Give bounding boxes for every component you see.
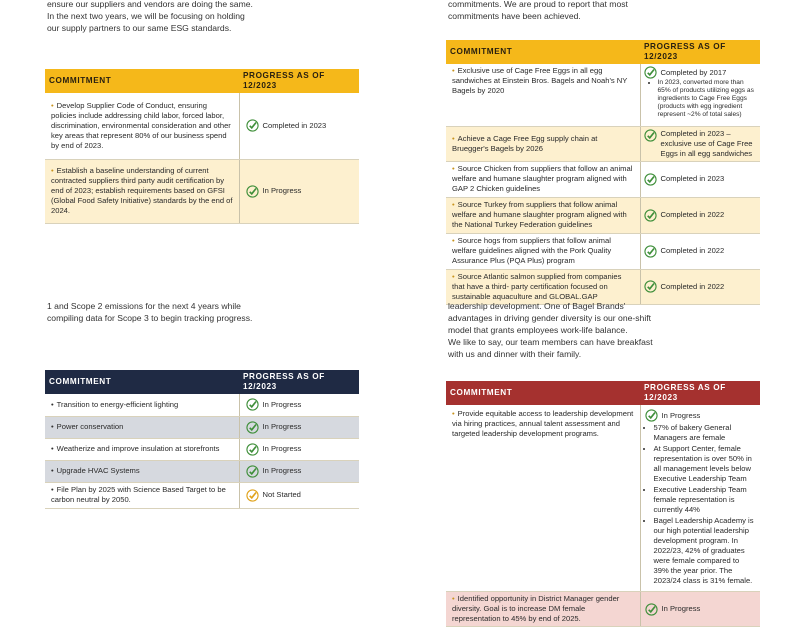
text-line: commitments have been achieved.	[448, 11, 581, 21]
commitment-cell	[45, 438, 239, 460]
bullet-icon: •	[51, 100, 54, 110]
commitment-cell	[446, 126, 640, 161]
text-line: compiling data for Scope 3 to begin tracking progress.	[47, 313, 253, 323]
commitment-cell	[45, 394, 239, 416]
bullet-icon: •	[452, 66, 455, 75]
progress-cell	[640, 64, 760, 126]
commitment-cell	[446, 233, 640, 269]
commitment-cell	[45, 482, 239, 508]
bullet-icon: •	[51, 399, 54, 409]
check-circle-icon	[644, 129, 657, 142]
emissions-text	[47, 300, 347, 324]
commitment-text: Achieve a Cage Free Egg supply chain at Bruegger's Bagels by 2026	[452, 133, 598, 153]
commitment-text: Establish a baseline understanding of current contracted suppliers third party audit certification by end of 2023; establish requirements based on GFSI (Global Food Safety Initiative) standards by the end of 2024.	[51, 166, 233, 215]
progress-cell	[640, 269, 760, 304]
detail-item: • Executive Leadership Team female representation is currently 44%	[654, 485, 757, 515]
progress-text: In Progress	[262, 422, 302, 431]
commitment-cell	[45, 416, 239, 438]
table-row	[45, 482, 359, 508]
table-row	[446, 269, 760, 304]
commitment-text: Transition to energy-efficient lighting	[56, 399, 179, 409]
progress-text: Completed in 2022	[660, 281, 725, 291]
bullet-icon: •	[51, 422, 54, 431]
animal-welfare-table	[446, 40, 760, 305]
commitment-text: Exclusive use of Cage Free Eggs in all egg sandwiches at Einstein Bros. Bagels and Noah's NY Bagels by 2020	[452, 66, 628, 95]
bullet-icon: •	[452, 164, 455, 173]
commitment-cell	[45, 93, 239, 159]
commitment-header: COMMITMENT	[45, 69, 239, 93]
progress-header: PROGRESS AS OF 12/2023	[640, 40, 760, 64]
commitment-text: Upgrade HVAC Systems	[56, 466, 140, 475]
progress-cell	[640, 161, 760, 197]
table-row	[45, 460, 359, 482]
progress-cell	[239, 438, 359, 460]
progress-cell	[239, 416, 359, 438]
progress-cell	[239, 460, 359, 482]
check-circle-icon	[246, 421, 259, 434]
progress-text: Completed in 2023	[262, 120, 327, 130]
progress-text: In Progress	[262, 399, 302, 409]
progress-cell	[640, 233, 760, 269]
progress-cell	[239, 93, 359, 159]
commitment-cell	[446, 64, 640, 126]
check-circle-icon	[246, 119, 259, 132]
commitment-text: Source hogs from suppliers that follow animal welfare guidelines aligned with the Pork Quality Assurance Plus (PQA Plus) program	[452, 236, 612, 265]
bullet-icon: •	[452, 271, 455, 281]
table-header-row	[45, 69, 359, 93]
table-row	[45, 93, 359, 159]
progress-text: Not Started	[262, 490, 301, 499]
table-row	[446, 233, 760, 269]
detail-item: • At Support Center, female representation is over 50% in all management levels below Executive Leadership Team	[654, 444, 757, 484]
detail-item: • In 2023, converted more than 65% of products utilizing eggs as ingredients to Cage Free Eggs (products with egg ingredient represent ~2% of total sales)	[658, 79, 758, 119]
commitment-text: Source Chicken from suppliers that follow an animal welfare and humane slaughter program aligned with GAP 2 Chicken guidelines	[452, 164, 633, 193]
commitment-cell	[446, 269, 640, 304]
bullet-icon: •	[51, 166, 54, 175]
commitment-cell	[446, 405, 640, 592]
progress-text: In Progress	[661, 604, 701, 613]
check-circle-amber-icon	[246, 489, 259, 502]
commitment-cell	[45, 460, 239, 482]
text-line: our supply partners to our same ESG standards.	[47, 23, 232, 33]
text-line: with us and dinner with their family.	[448, 349, 582, 359]
commitment-cell	[45, 159, 239, 223]
check-circle-icon	[246, 185, 259, 198]
progress-cell	[640, 126, 760, 161]
text-line: commitments. We are proud to report that most	[448, 0, 628, 9]
bullet-icon: •	[51, 466, 54, 475]
commitment-cell	[446, 161, 640, 197]
progress-text: Completed in 2022	[660, 246, 725, 255]
bullet-icon: •	[452, 594, 455, 603]
commitment-text: Source Turkey from suppliers that follow animal welfare and humane slaughter program aligned with the National Turkey Federation guidelines	[452, 200, 627, 229]
commitment-text: Source Atlantic salmon supplied from companies that have a third- party certification focused on sustainable aquaculture and GLOBAL.GAP	[452, 271, 622, 301]
text-line: In the next two years, we will be focusing on holding	[47, 11, 245, 21]
progress-cell	[640, 405, 760, 592]
commitment-cell	[446, 592, 640, 627]
supplier-commitment-table	[45, 69, 359, 224]
progress-header: PROGRESS AS OF 12/2023	[239, 370, 359, 394]
progress-header: PROGRESS AS OF 12/2023	[239, 69, 359, 93]
table-row	[45, 416, 359, 438]
progress-cell	[239, 482, 359, 508]
intro-text-right	[448, 0, 748, 22]
check-circle-icon	[644, 173, 657, 186]
progress-text: Completed in 2023	[660, 174, 725, 183]
commitment-text: Develop Supplier Code of Conduct, ensuring policies include addressing child labor, forced labor, discrimination, environmental consideration and other key areas that represent 80% of our business spend by end of 2023.	[51, 100, 231, 150]
text-line: advantages in driving gender diversity is our one-shift	[448, 313, 652, 323]
table-row	[446, 197, 760, 233]
check-circle-icon	[246, 398, 259, 411]
table-row	[45, 438, 359, 460]
bullet-icon: •	[51, 444, 54, 453]
commitment-header: COMMITMENT	[446, 381, 640, 405]
progress-details	[644, 79, 758, 119]
text-line: We like to say, our team members can have breakfast	[448, 337, 653, 347]
table-row	[45, 159, 359, 223]
commitment-text: Weatherize and improve insulation at storefronts	[56, 444, 220, 453]
bullet-icon: •	[452, 409, 455, 418]
check-circle-icon	[644, 280, 657, 293]
check-circle-icon	[644, 245, 657, 258]
bullet-icon: •	[51, 485, 54, 494]
check-circle-icon	[645, 603, 658, 616]
check-circle-icon	[644, 209, 657, 222]
intro-text-left	[47, 0, 327, 34]
progress-cell	[239, 394, 359, 416]
bullet-icon: •	[452, 200, 455, 209]
table-row	[446, 592, 760, 627]
table-header-row	[446, 40, 760, 64]
detail-item: • 57% of bakery General Managers are female	[654, 423, 757, 443]
table-row	[446, 126, 760, 161]
table-row	[45, 394, 359, 416]
commitment-cell	[446, 197, 640, 233]
check-circle-icon	[246, 465, 259, 478]
energy-commitment-table	[45, 370, 359, 509]
progress-details	[645, 423, 757, 586]
table-row	[446, 64, 760, 126]
text-line: ensure our suppliers and vendors are doing the same.	[47, 0, 253, 9]
progress-text: In Progress	[262, 186, 302, 195]
text-line: 1 and Scope 2 emissions for the next 4 years while	[47, 301, 241, 311]
diversity-commitment-table	[446, 381, 760, 627]
progress-text: In Progress	[661, 410, 701, 420]
commitment-header: COMMITMENT	[45, 370, 239, 394]
bullet-icon: •	[452, 236, 455, 245]
commitment-text: File Plan by 2025 with Science Based Target to be carbon neutral by 2050.	[51, 485, 226, 504]
text-line: model that grants employees work-life balance.	[448, 325, 628, 335]
check-circle-icon	[645, 409, 658, 422]
commitment-text: Power conservation	[56, 422, 124, 431]
progress-header: PROGRESS AS OF 12/2023	[640, 381, 760, 405]
table-row	[446, 161, 760, 197]
check-circle-icon	[246, 443, 259, 456]
diversity-text	[448, 300, 748, 360]
progress-text: In Progress	[262, 466, 302, 475]
progress-cell	[640, 592, 760, 627]
commitment-header: COMMITMENT	[446, 40, 640, 64]
table-header-row	[446, 381, 760, 405]
progress-text: In Progress	[262, 444, 302, 453]
text-line: leadership development. One of Bagel Brands'	[448, 301, 626, 311]
progress-text: Completed by 2017	[660, 67, 727, 77]
commitment-text: Identified opportunity in District Manager gender diversity. Goal is to increase DM female representation to 45% by end of 2025.	[452, 594, 620, 623]
table-header-row	[45, 370, 359, 394]
progress-cell	[239, 159, 359, 223]
bullet-icon: •	[452, 133, 455, 143]
check-circle-icon	[644, 66, 657, 79]
detail-item: • Bagel Leadership Academy is our high potential leadership development program. In 2022/23, 42% of graduates were female compared to 39% the year prior. The 2023/24 class is 31% female.	[654, 516, 757, 586]
table-row	[446, 405, 760, 592]
commitment-text: Provide equitable access to leadership development via hiring practices, annual talent assessment and targeted leadership development programs.	[452, 409, 634, 438]
progress-text: Completed in 2023 – exclusive use of Cage Free Eggs in all egg sandwiches	[660, 128, 753, 158]
progress-text: Completed in 2022	[660, 210, 725, 219]
progress-cell	[640, 197, 760, 233]
